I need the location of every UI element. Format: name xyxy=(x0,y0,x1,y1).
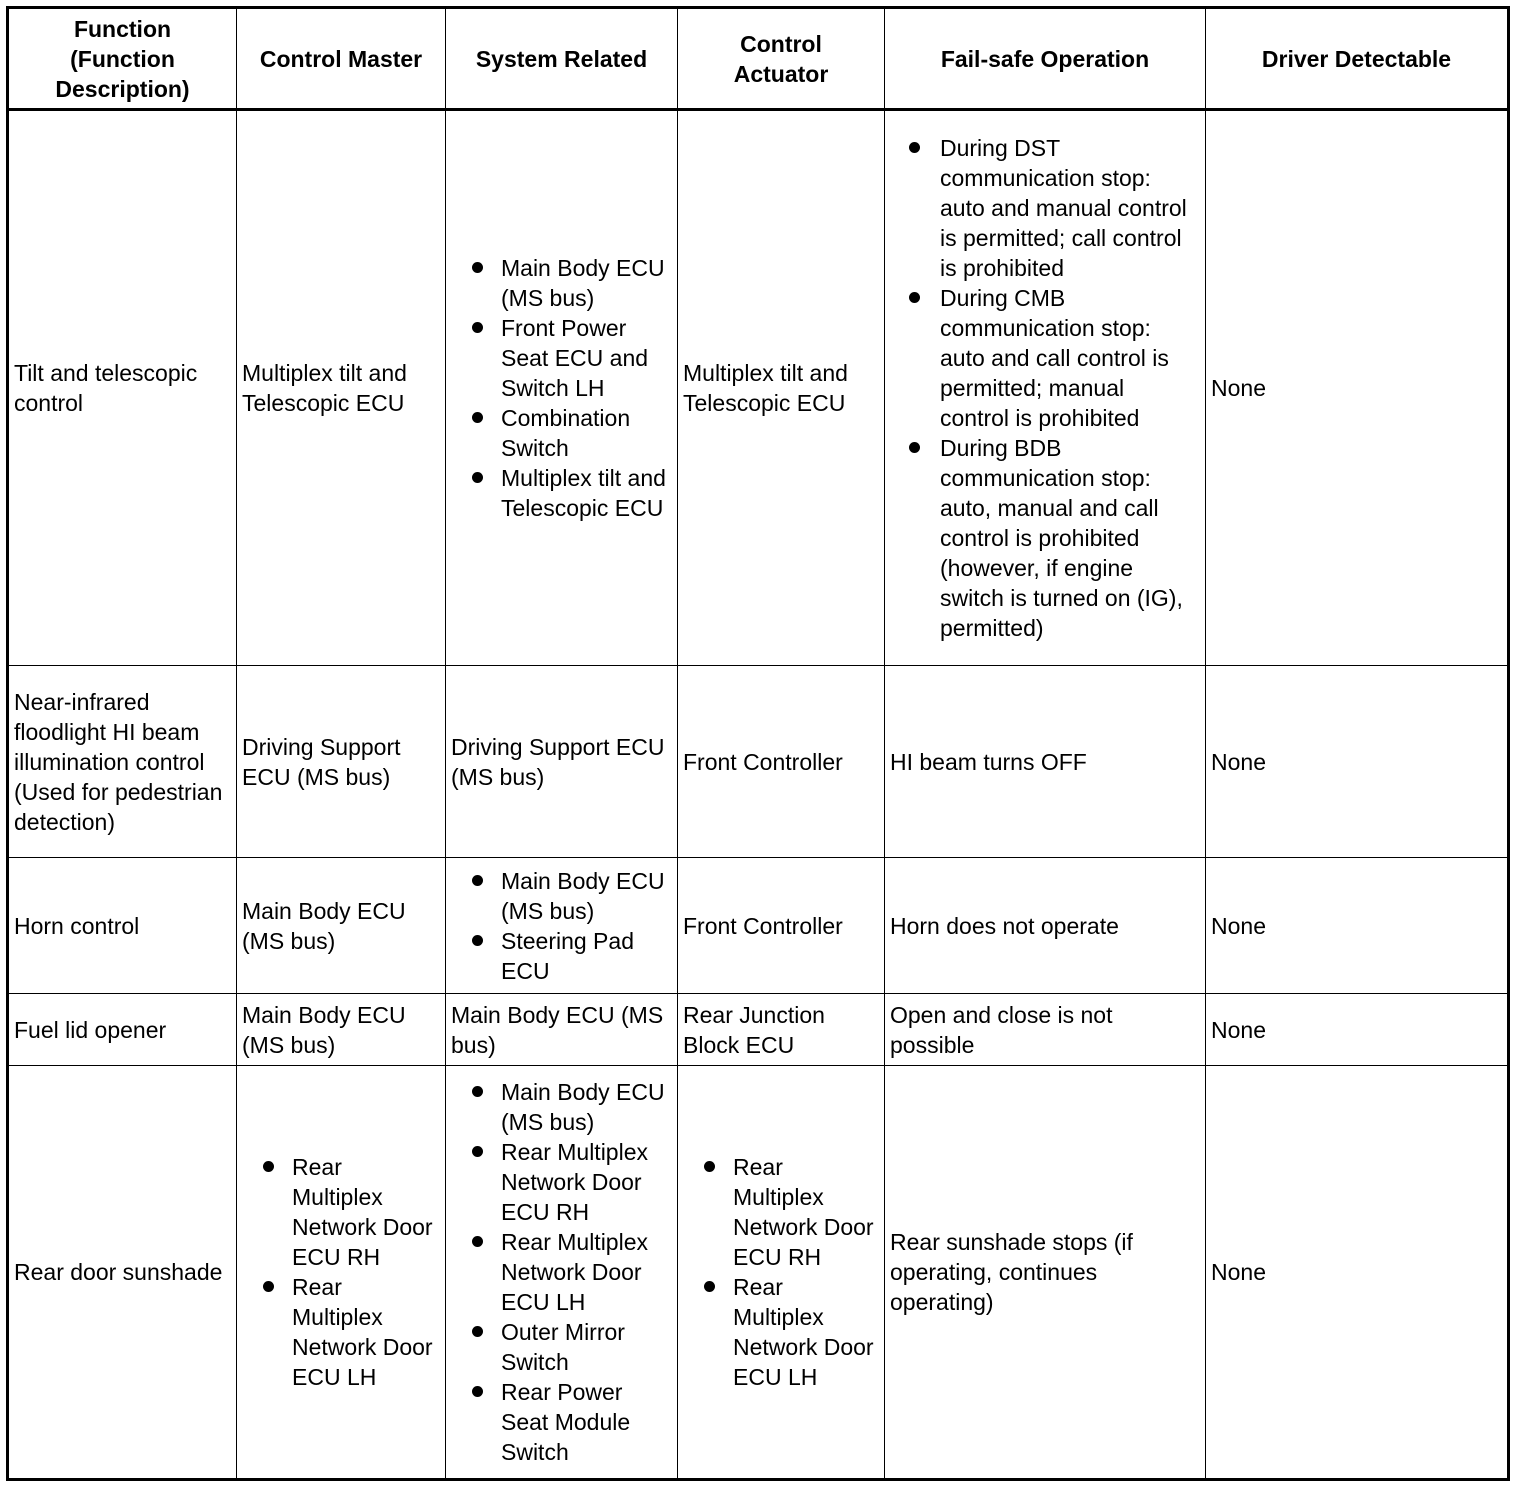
cell-system-related: Driving Support ECU (MS bus) xyxy=(446,666,678,858)
system-related-list xyxy=(451,253,673,523)
list-item: Outer Mirror Switch xyxy=(451,1317,673,1377)
list-item: During CMB communication stop: auto and call control is permitted; manual control is prohibited xyxy=(890,283,1197,433)
cell-fail-safe-operation: HI beam turns OFF xyxy=(885,666,1206,858)
table-row xyxy=(8,994,1509,1066)
cell-function: Tilt and telescopic control xyxy=(8,110,237,666)
list-item: Rear Power Seat Module Switch xyxy=(451,1377,673,1467)
cell-control-master: Multiplex tilt and Telescopic ECU xyxy=(237,110,446,666)
list-item: Front Power Seat ECU and Switch LH xyxy=(451,313,673,403)
cell-function: Fuel lid opener xyxy=(8,994,237,1066)
list-item: Rear Multiplex Network Door ECU LH xyxy=(683,1272,876,1392)
cell-fail-safe-operation: Horn does not operate xyxy=(885,858,1206,994)
cell-function: Horn control xyxy=(8,858,237,994)
cell-system-related xyxy=(446,1066,678,1480)
list-item: Rear Multiplex Network Door ECU RH xyxy=(451,1137,673,1227)
control-master-list xyxy=(242,1152,437,1392)
cell-control-master: Driving Support ECU (MS bus) xyxy=(237,666,446,858)
table-row xyxy=(8,858,1509,994)
cell-system-related xyxy=(446,858,678,994)
header-control-actuator: Control Actuator xyxy=(678,8,885,110)
list-item: During BDB communication stop: auto, manual and call control is prohibited (however, if engine switch is turned on (IG), permitted) xyxy=(890,433,1197,643)
list-item: Main Body ECU (MS bus) xyxy=(451,253,673,313)
list-item: Rear Multiplex Network Door ECU LH xyxy=(451,1227,673,1317)
header-function: Function (Function Description) xyxy=(8,8,237,110)
cell-control-master xyxy=(237,1066,446,1480)
cell-control-actuator xyxy=(678,1066,885,1480)
list-item: Multiplex tilt and Telescopic ECU xyxy=(451,463,673,523)
table-row xyxy=(8,1066,1509,1480)
cell-fail-safe-operation: Rear sunshade stops (if operating, continues operating) xyxy=(885,1066,1206,1480)
cell-fail-safe-operation: Open and close is not possible xyxy=(885,994,1206,1066)
header-driver-detectable: Driver Detectable xyxy=(1206,8,1509,110)
cell-function: Rear door sunshade xyxy=(8,1066,237,1480)
list-item: Main Body ECU (MS bus) xyxy=(451,866,673,926)
cell-control-master: Main Body ECU (MS bus) xyxy=(237,994,446,1066)
list-item: During DST communication stop: auto and manual control is permitted; call control is prohibited xyxy=(890,133,1197,283)
list-item: Rear Multiplex Network Door ECU RH xyxy=(683,1152,876,1272)
cell-control-actuator: Multiplex tilt and Telescopic ECU xyxy=(678,110,885,666)
header-row xyxy=(8,8,1509,110)
system-related-list xyxy=(451,1077,673,1467)
list-item: Rear Multiplex Network Door ECU RH xyxy=(242,1152,437,1272)
function-table xyxy=(6,6,1510,1481)
cell-function: Near-infrared floodlight HI beam illumination control (Used for pedestrian detection) xyxy=(8,666,237,858)
list-item: Rear Multiplex Network Door ECU LH xyxy=(242,1272,437,1392)
table-row xyxy=(8,110,1509,666)
cell-control-master: Main Body ECU (MS bus) xyxy=(237,858,446,994)
cell-system-related: Main Body ECU (MS bus) xyxy=(446,994,678,1066)
list-item: Combination Switch xyxy=(451,403,673,463)
cell-control-actuator: Rear Junction Block ECU xyxy=(678,994,885,1066)
cell-driver-detectable: None xyxy=(1206,666,1509,858)
cell-system-related xyxy=(446,110,678,666)
cell-control-actuator: Front Controller xyxy=(678,666,885,858)
cell-fail-safe-operation xyxy=(885,110,1206,666)
cell-driver-detectable: None xyxy=(1206,1066,1509,1480)
header-control-master: Control Master xyxy=(237,8,446,110)
control-actuator-list xyxy=(683,1152,876,1392)
system-related-list xyxy=(451,866,673,986)
list-item: Steering Pad ECU xyxy=(451,926,673,986)
header-system-related: System Related xyxy=(446,8,678,110)
cell-driver-detectable: None xyxy=(1206,858,1509,994)
header-fail-safe-operation: Fail-safe Operation xyxy=(885,8,1206,110)
cell-control-actuator: Front Controller xyxy=(678,858,885,994)
table-row xyxy=(8,666,1509,858)
list-item: Main Body ECU (MS bus) xyxy=(451,1077,673,1137)
cell-driver-detectable: None xyxy=(1206,994,1509,1066)
cell-driver-detectable: None xyxy=(1206,110,1509,666)
fail-safe-list xyxy=(890,133,1197,643)
